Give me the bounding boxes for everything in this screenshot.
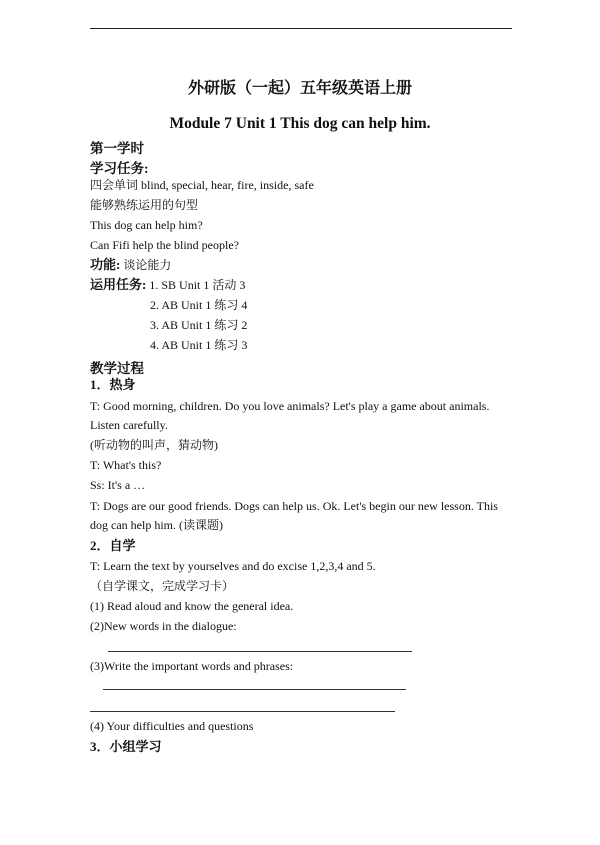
- doc-subtitle: Module 7 Unit 1 This dog can help him.: [169, 115, 431, 132]
- p1-line-7: dog can help him. (读课题): [90, 518, 223, 532]
- p2-line-2: （自学课文，完成学习卡）: [90, 579, 235, 593]
- apply-item-3: 3. AB Unit 1 练习 2: [150, 318, 248, 332]
- words-line: 四会单词 blind, special, hear, fire, inside, safe: [90, 178, 314, 192]
- p1-line-4: T: What's this?: [90, 458, 162, 472]
- p1-line-1: T: Good morning, children. Do you love animals? Let's play a game about animals.: [90, 399, 490, 413]
- answer-blank-2[interactable]: [103, 689, 406, 690]
- p1-line-6: T: Dogs are our good friends. Dogs can help us. Ok. Let's begin our new lesson. This: [90, 499, 498, 513]
- step-3-heading: 3．小组学习: [90, 739, 162, 754]
- step-2-heading: 2．自学: [90, 538, 136, 553]
- sentence-2: Can Fifi help the blind people?: [90, 238, 239, 252]
- p2-line-3: (1) Read aloud and know the general idea.: [90, 599, 294, 613]
- apply-label: 运用任务:: [90, 277, 147, 292]
- p1-line-5: Ss: It's a …: [90, 478, 146, 492]
- step-1-heading: 1．热身: [90, 377, 136, 392]
- apply-row: [90, 278, 245, 292]
- p2-line-6: (4) Your difficulties and questions: [90, 719, 254, 733]
- period-heading: 第一学时: [90, 141, 144, 156]
- sentence-1: This dog can help him?: [90, 218, 203, 232]
- process-heading: 教学过程: [90, 361, 144, 376]
- apply-item-4: 4. AB Unit 1 练习 3: [150, 338, 248, 352]
- p1-line-3: (听动物的叫声，猜动物): [90, 438, 218, 452]
- apply-item-2: 2. AB Unit 1 练习 4: [150, 298, 248, 312]
- answer-blank-1[interactable]: [108, 651, 412, 652]
- sentence-intro: 能够熟练运用的句型: [90, 198, 199, 212]
- p2-line-1: T: Learn the text by yourselves and do excise 1,2,3,4 and 5.: [90, 559, 376, 573]
- p2-line-5: (3)Write the important words and phrases:: [90, 659, 294, 673]
- tasks-heading: 学习任务:: [90, 161, 149, 176]
- function-label: 功能:: [90, 257, 121, 272]
- p1-line-2: Listen carefully.: [90, 418, 168, 432]
- answer-blank-3[interactable]: [90, 711, 395, 712]
- apply-item-1: 1. SB Unit 1 活动 3: [149, 278, 246, 292]
- p2-line-4: (2)New words in the dialogue:: [90, 619, 237, 633]
- doc-title: 外研版（一起）五年级英语上册: [187, 80, 412, 97]
- function-row: [90, 258, 171, 272]
- function-value: 谈论能力: [123, 258, 172, 272]
- top-rule: [90, 28, 512, 29]
